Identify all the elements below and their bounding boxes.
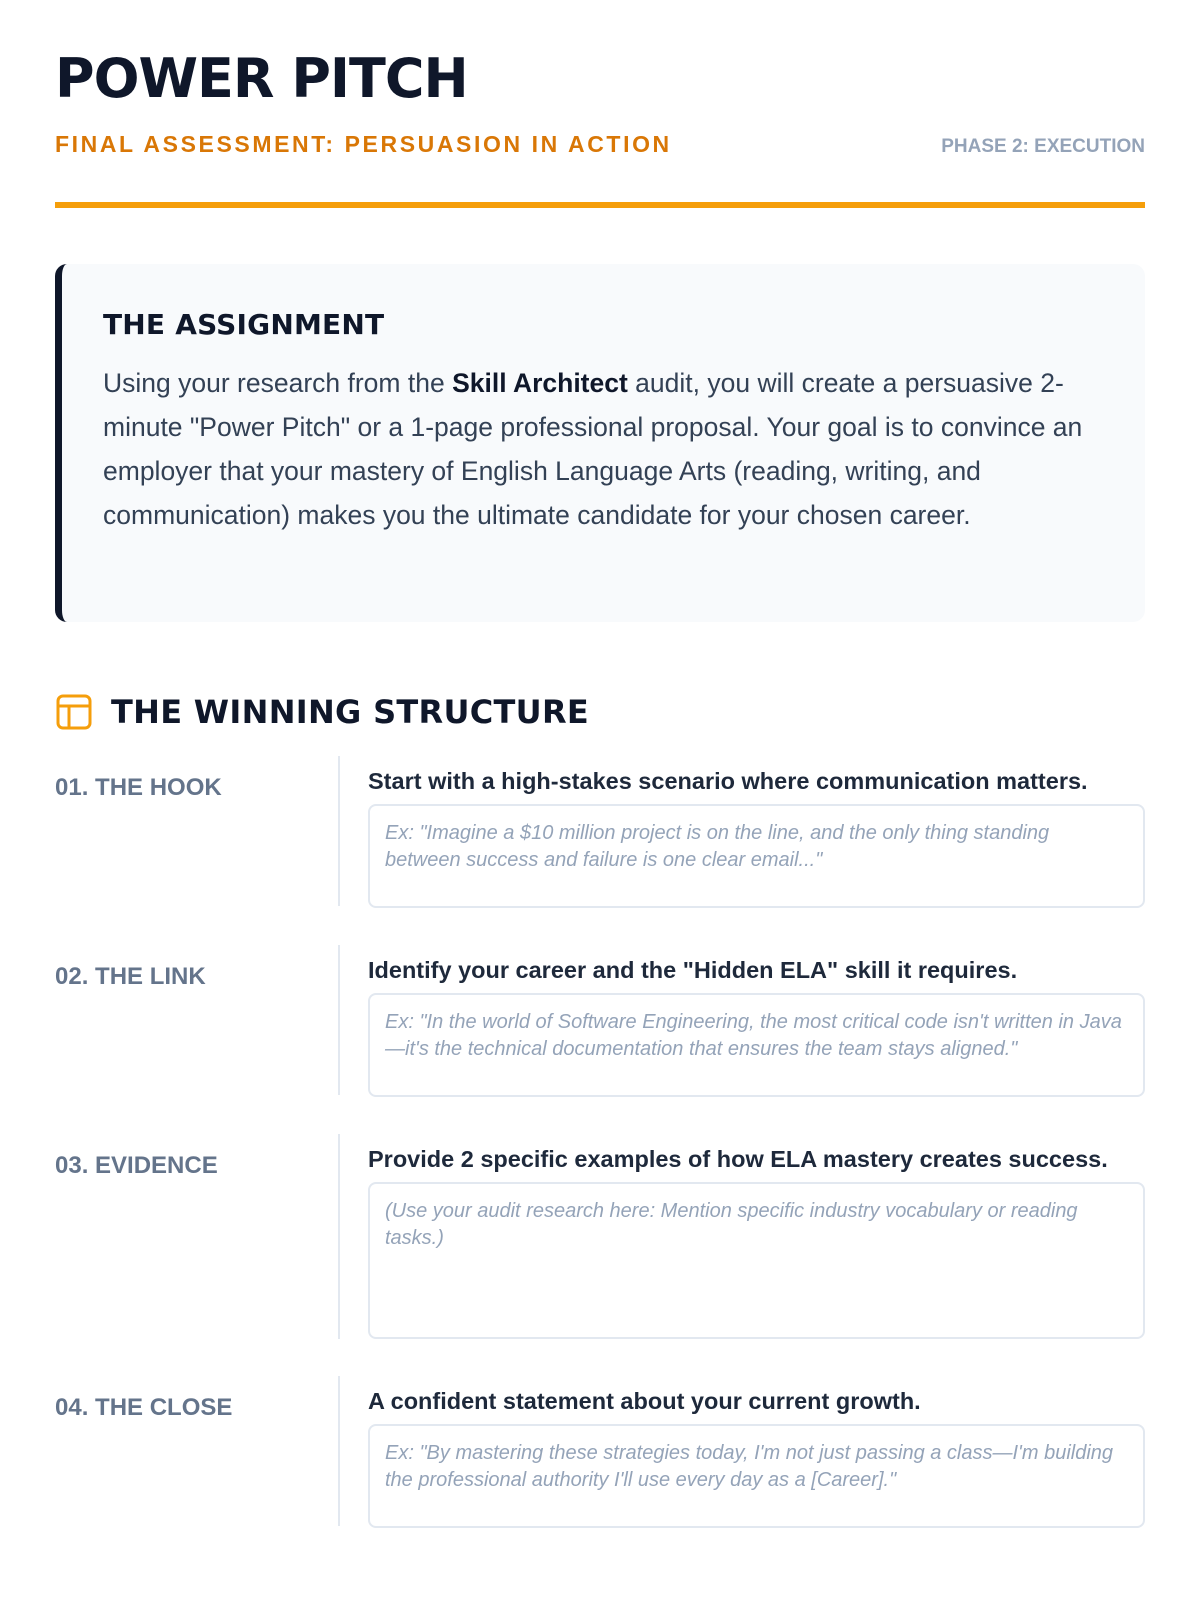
step-close (55, 1376, 1145, 1526)
evidence-placeholder: (Use your audit research here: Mention specific industry vocabulary or reading tasks.) (385, 1200, 1078, 1249)
step-divider (338, 1376, 340, 1526)
step-prompt: Start with a high-stakes scenario where communication matters. (368, 768, 1088, 794)
step-hook (55, 756, 1145, 906)
step-label: 02. THE LINK (55, 963, 206, 990)
step-evidence (55, 1134, 1145, 1339)
step-label: 01. THE HOOK (55, 774, 222, 801)
header (55, 0, 1145, 210)
step-divider (338, 1134, 340, 1339)
hook-placeholder: Ex: "Imagine a $10 million project is on the line, and the only thing standing between success and failure is one clear email..." (385, 822, 1050, 871)
close-placeholder: Ex: "By mastering these strategies today, I'm not just passing a class—I'm building the professional authority I'll use every day as a [Career]." (385, 1442, 1114, 1491)
phase-label: PHASE 2: EXECUTION (941, 136, 1145, 157)
step-divider (338, 945, 340, 1095)
step-prompt: Provide 2 specific examples of how ELA mastery creates success. (368, 1146, 1108, 1172)
step-divider (338, 756, 340, 906)
layout-icon (55, 693, 93, 731)
step-label: 04. THE CLOSE (55, 1394, 233, 1421)
assignment-highlight: Skill Architect (452, 368, 628, 398)
page-title: POWER PITCH (55, 47, 468, 110)
assignment-panel (55, 264, 1145, 622)
link-response-field[interactable] (368, 993, 1145, 1097)
link-placeholder: Ex: "In the world of Software Engineering, the most critical code isn't written in Java—it's the technical documentation that ensures the team stays aligned." (385, 1011, 1122, 1060)
assignment-heading: THE ASSIGNMENT (103, 308, 385, 341)
close-response-field[interactable] (368, 1424, 1145, 1528)
step-prompt: A confident statement about your current growth. (368, 1388, 921, 1414)
page-subtitle: FINAL ASSESSMENT: PERSUASION IN ACTION (55, 131, 672, 157)
header-divider (55, 202, 1145, 208)
structure-header (55, 692, 589, 732)
assignment-text-after: audit, you will create a persuasive 2-minute "Power Pitch" or a 1-page professional proposal. Your goal is to convince an employer that your mastery of English Language Arts (reading, writing, and communication) makes you the ultimate candidate for your chosen career. (103, 368, 1083, 530)
step-label: 03. EVIDENCE (55, 1152, 218, 1179)
evidence-response-field[interactable] (368, 1182, 1145, 1339)
structure-heading: THE WINNING STRUCTURE (111, 693, 590, 731)
assignment-text (103, 361, 1105, 537)
step-link (55, 945, 1145, 1095)
assignment-text-before: Using your research from the (103, 368, 453, 398)
step-prompt: Identify your career and the "Hidden ELA" skill it requires. (368, 957, 1018, 983)
hook-response-field[interactable] (368, 804, 1145, 908)
